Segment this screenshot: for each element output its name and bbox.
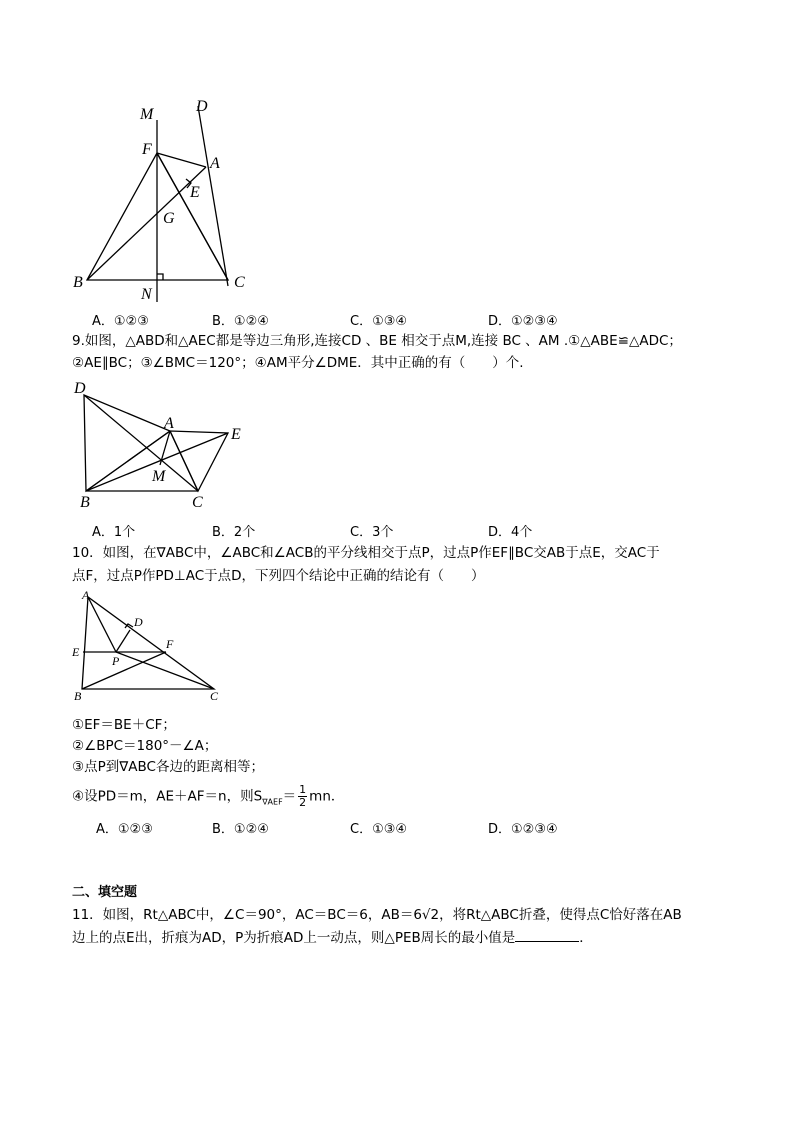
q8-option-d[interactable]: D．①②③④ bbox=[488, 314, 558, 329]
q10-text-line1: 10．如图，在∇ABC中，∠ABC和∠ACB的平分线相交于点P，过点P作EF∥BC交AB于点E，交AC于 bbox=[72, 545, 660, 561]
label-E: E bbox=[231, 426, 241, 443]
q8-figure bbox=[60, 90, 280, 310]
q9-option-d[interactable]: D．4个 bbox=[488, 525, 533, 540]
q8-option-b[interactable]: B．①②④ bbox=[212, 314, 269, 329]
label-B: B bbox=[74, 689, 82, 703]
label-G: G bbox=[163, 210, 175, 227]
label-C: C bbox=[234, 274, 245, 291]
q11-text-line2-main: 边上的点E出，折痕为AD，P为折痕AD上一动点，则△PEB周长的最小值是 bbox=[72, 930, 516, 946]
label-B: B bbox=[80, 494, 90, 511]
q11-text-line1: 11．如图，Rt△ABC中，∠C＝90°，AC＝BC＝6，AB＝6√2，将Rt△ABC折叠，使得点C恰好落在AB bbox=[72, 907, 682, 923]
q8-option-a[interactable]: A．①②③ bbox=[92, 314, 149, 329]
q10-option-a[interactable]: A．①②③ bbox=[96, 822, 153, 837]
q11-text-line2-end: ． bbox=[579, 930, 593, 946]
line-AP bbox=[88, 597, 116, 652]
label-C: C bbox=[210, 689, 219, 703]
line-DC bbox=[198, 106, 228, 286]
statement-4-tail: mn． bbox=[309, 788, 345, 805]
line-AM bbox=[160, 431, 170, 465]
q10-option-b[interactable]: B．①②④ bbox=[212, 822, 269, 837]
line-DC bbox=[84, 395, 198, 491]
q9-text-line2: ②AE∥BC；③∠BMC＝120°；④AM平分∠DME．其中正确的有（ ）个. bbox=[72, 355, 524, 371]
label-F: F bbox=[142, 141, 152, 158]
q9-option-a[interactable]: A．1个 bbox=[92, 525, 136, 540]
q10-statement-2: ②∠BPC＝180°－∠A； bbox=[72, 738, 218, 754]
label-D: D bbox=[134, 615, 143, 629]
label-A: A bbox=[164, 415, 174, 432]
q10-text-line2: 点F，过点P作PD⊥AC于点D，下列四个结论中正确的结论有（ ） bbox=[72, 568, 485, 584]
label-A: A bbox=[210, 155, 220, 172]
q11-text-line2 bbox=[72, 926, 593, 946]
label-F: F bbox=[166, 637, 174, 651]
line-AC bbox=[170, 431, 198, 491]
answer-blank[interactable] bbox=[515, 929, 579, 942]
q10-figure bbox=[70, 585, 240, 710]
q10-option-c[interactable]: C．①③④ bbox=[350, 822, 408, 837]
q9-option-b[interactable]: B．2个 bbox=[212, 525, 256, 540]
label-M: M bbox=[152, 468, 166, 485]
section-title: 二、填空题 bbox=[72, 885, 138, 900]
label-M: M bbox=[140, 106, 154, 123]
label-A: A bbox=[82, 588, 90, 602]
q9-option-c[interactable]: C．3个 bbox=[350, 525, 394, 540]
q10-statement-3: ③点P到∇ABC各边的距离相等； bbox=[72, 759, 264, 775]
q8-option-c[interactable]: C．①③④ bbox=[350, 314, 408, 329]
q10-statement-4 bbox=[72, 784, 344, 809]
label-C: C bbox=[192, 494, 203, 511]
q10-statement-1: ①EF＝BE＋CF； bbox=[72, 717, 176, 733]
label-E: E bbox=[190, 184, 200, 201]
label-B: B bbox=[73, 274, 83, 291]
label-E: E bbox=[72, 645, 80, 659]
fraction-numerator: 1 bbox=[299, 783, 307, 796]
label-P: P bbox=[112, 654, 120, 668]
subscript-aef: ∇AEF bbox=[262, 797, 283, 807]
label-N: N bbox=[141, 286, 152, 303]
triangle-AEC bbox=[170, 431, 228, 491]
fraction-denominator: 2 bbox=[299, 796, 307, 809]
label-D: D bbox=[74, 380, 86, 397]
label-D: D bbox=[196, 98, 208, 115]
line-BF bbox=[82, 652, 166, 689]
line-BA bbox=[87, 167, 206, 280]
line-PD bbox=[116, 630, 130, 652]
statement-4-text: ④设PD＝m，AE＋AF＝n，则S bbox=[72, 788, 263, 805]
line-CP bbox=[116, 652, 214, 689]
q9-text-line1: 9.如图，△ABD和△AEC都是等边三角形,连接CD 、BE 相交于点M,连接 BC 、AM .①△ABE≌△ADC； bbox=[72, 333, 682, 349]
triangle-ABC bbox=[82, 597, 214, 689]
equals-sign: ＝ bbox=[282, 788, 297, 805]
q9-figure bbox=[64, 375, 264, 515]
fraction-half bbox=[298, 784, 307, 809]
q10-option-d[interactable]: D．①②③④ bbox=[488, 822, 558, 837]
right-angle-N bbox=[157, 274, 163, 280]
